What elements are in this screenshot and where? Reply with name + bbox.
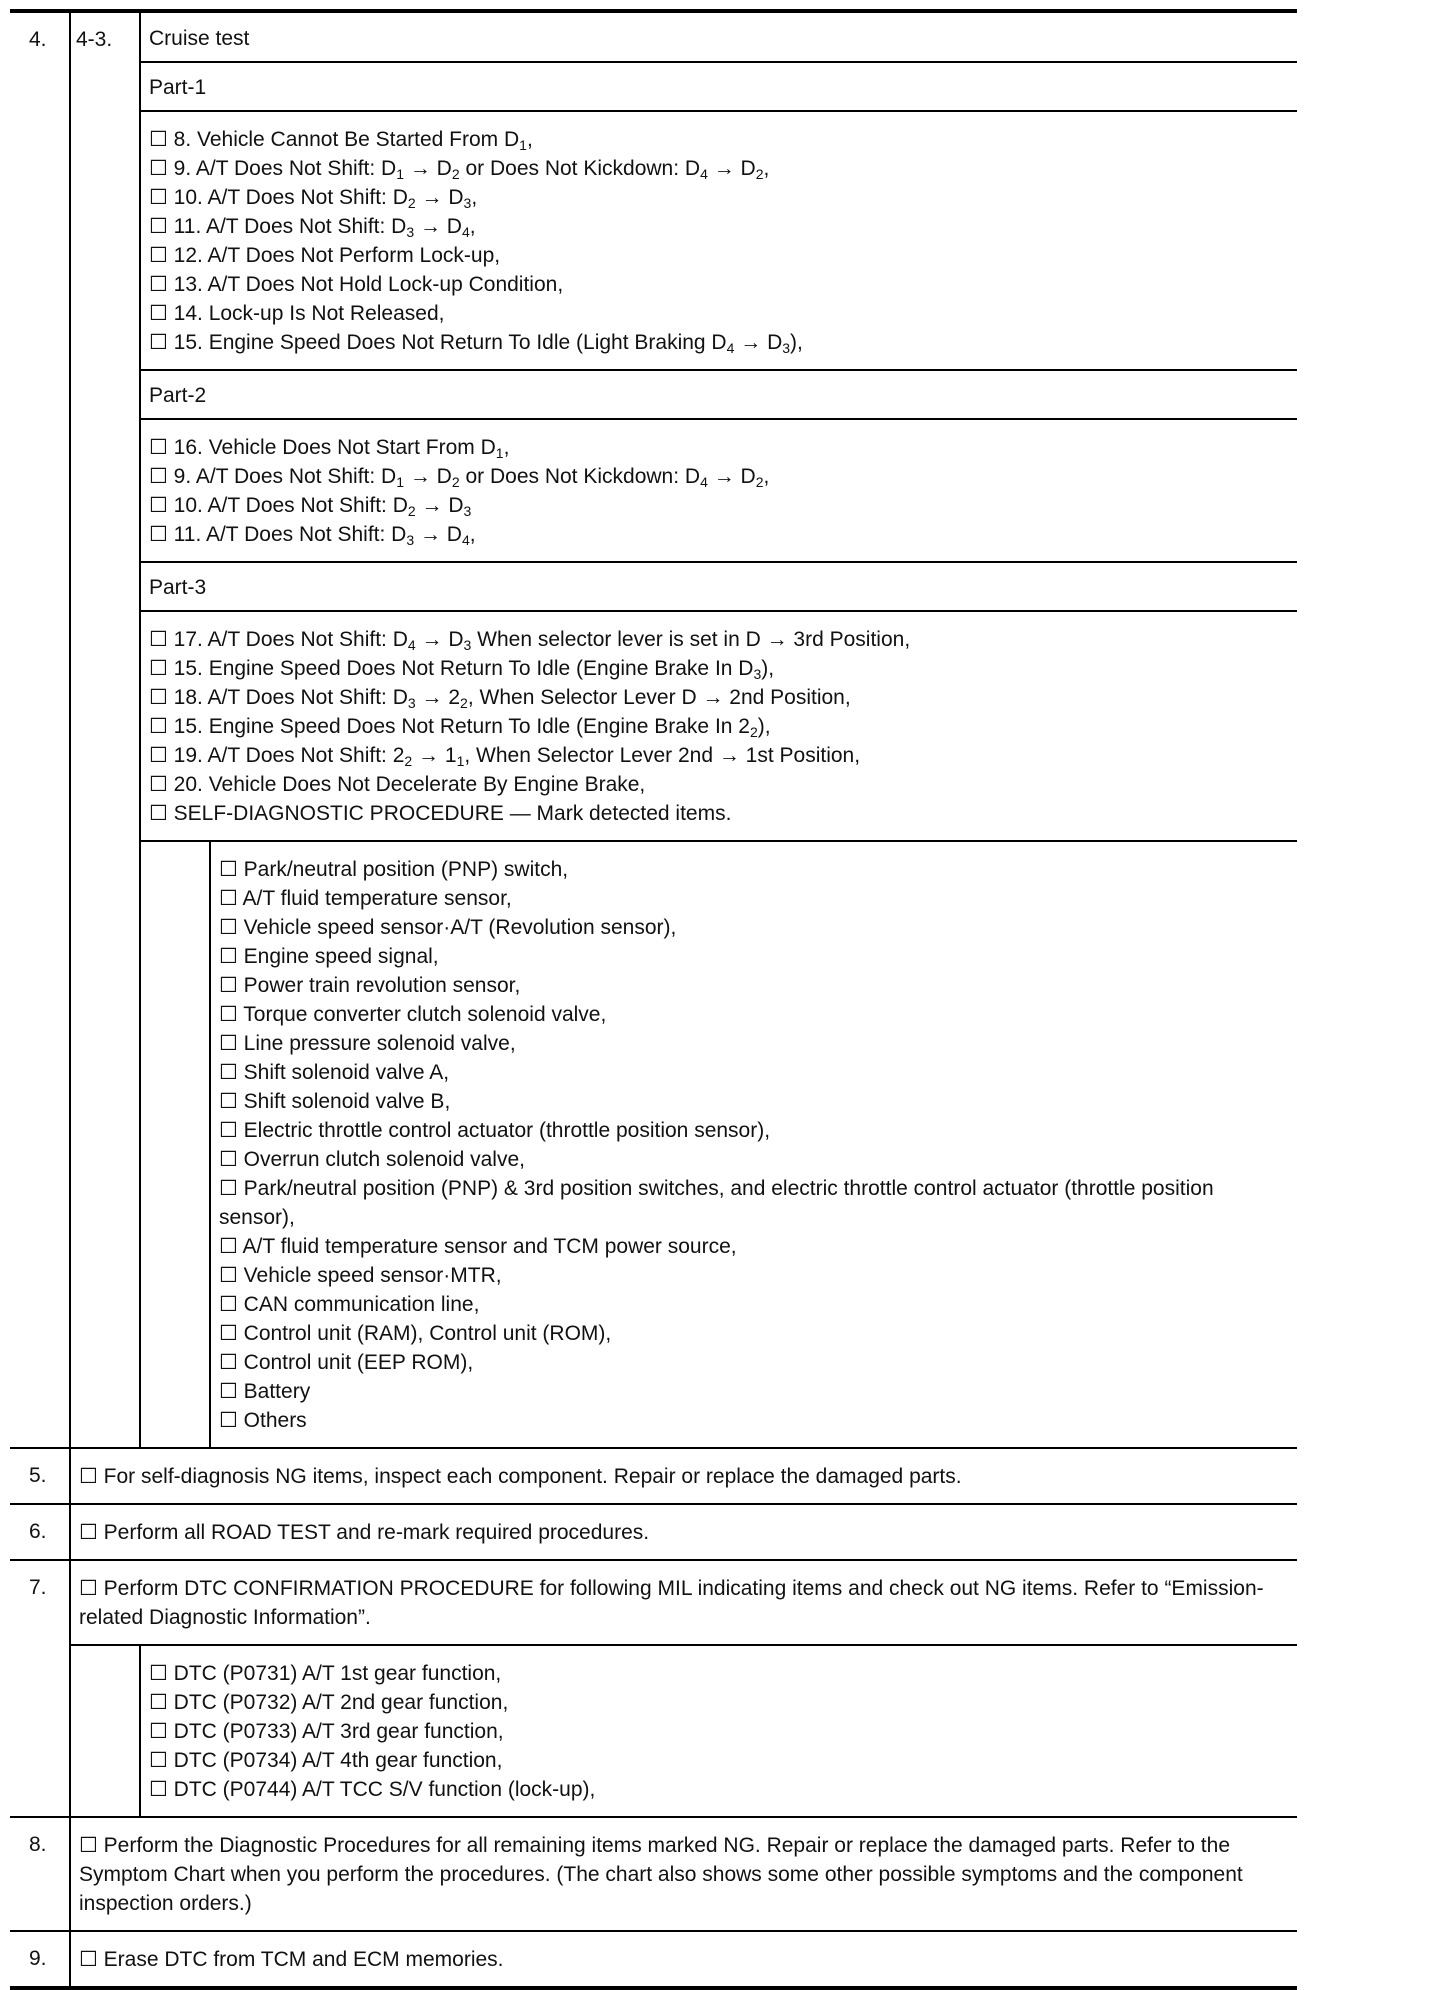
checklist-item: ☐ 15. Engine Speed Does Not Return To Idle (Engine Brake In $2_2$), [149, 715, 771, 740]
step-text: ☐ Perform DTC CONFIRMATION PROCEDURE for following MIL indicating items and check out NG items. Refer to “Emission-related Diagnostic Information”. [79, 1577, 1264, 1629]
part-1-title: Part-1 [149, 76, 207, 99]
checklist-item: ☐ DTC (P0732) A/T 2nd gear function, [149, 1691, 509, 1714]
dtc-list [141, 1646, 1297, 1816]
checklist-item: ☐ Engine speed signal, [219, 945, 439, 968]
checklist-item: ☐ Park/neutral position (PNP) & 3rd position switches, and electric throttle control actuator (throttle position sensor), [219, 1177, 1214, 1229]
checklist-item: ☐ Overrun clutch solenoid valve, [219, 1148, 525, 1171]
checklist-item: ☐ 12. A/T Does Not Perform Lock-up, [149, 244, 501, 267]
checklist-item: ☐ Vehicle speed sensor·MTR, [219, 1264, 502, 1287]
checklist-item: ☐ 20. Vehicle Does Not Decelerate By Engine Brake, [149, 773, 646, 796]
checklist-item: ☐ 14. Lock-up Is Not Released, [149, 302, 445, 325]
checklist-item: ☐ DTC (P0744) A/T TCC S/V function (lock-up), [149, 1778, 596, 1801]
sub-step-number: 4-3. [71, 13, 141, 1447]
step-body [71, 13, 1297, 1447]
checklist-item: ☐ 11. A/T Does Not Shift: $D_3 \to D_4$, [149, 523, 476, 548]
checklist-item: ☐ 11. A/T Does Not Shift: $D_3 \to D_4$, [149, 215, 476, 240]
step-row-7 [10, 1561, 1297, 1816]
part-2-items [141, 420, 1297, 561]
checklist-item: ☐ Others [219, 1409, 307, 1432]
checklist-item: ☐ 17. A/T Does Not Shift: $D_4 \to D_3$ When selector lever is set in D → 3rd Position, [149, 628, 911, 653]
part-3-items [141, 612, 1297, 840]
step-number: 7. [10, 1561, 71, 1816]
checklist-item: ☐ A/T fluid temperature sensor and TCM power source, [219, 1235, 737, 1258]
checklist-item: ☐ 18. A/T Does Not Shift: $D_3 \to 2_2$, When Selector Lever D → 2nd Position, [149, 686, 851, 711]
checklist-item: ☐ Battery [219, 1380, 311, 1403]
indent-column [71, 1646, 141, 1816]
checklist-item: ☐ Electric throttle control actuator (throttle position sensor), [219, 1119, 771, 1142]
step-row-4 [10, 13, 1297, 1447]
checklist-item: ☐ 19. A/T Does Not Shift: $2_2 \to 1_1$, When Selector Lever 2nd → 1st Position, [149, 744, 861, 769]
inspection-checklist-table [10, 9, 1297, 1990]
step-number: 8. [10, 1818, 71, 1930]
step-row-9 [10, 1932, 1297, 1986]
checklist-item: ☐ DTC (P0733) A/T 3rd gear function, [149, 1720, 504, 1743]
step-text: ☐ Perform the Diagnostic Procedures for all remaining items marked NG. Repair or replace the damaged parts. Refer to the Symptom Chart when you perform the procedures. (The chart also shows some other possible symptoms and the component inspection orders.) [79, 1834, 1243, 1915]
step-number: 5. [10, 1449, 71, 1503]
checklist-item: ☐ 10. A/T Does Not Shift: $D_2 \to D_3$ [149, 494, 472, 519]
step-number: 9. [10, 1932, 71, 1986]
checklist-item: ☐ 13. A/T Does Not Hold Lock-up Condition, [149, 273, 564, 296]
checklist-item: ☐ Line pressure solenoid valve, [219, 1032, 516, 1055]
checklist-item: ☐ CAN communication line, [219, 1293, 480, 1316]
checklist-item: ☐ DTC (P0731) A/T 1st gear function, [149, 1662, 502, 1685]
step-text: ☐ For self-diagnosis NG items, inspect each component. Repair or replace the damaged parts. [79, 1465, 962, 1488]
checklist-item: ☐ Park/neutral position (PNP) switch, [219, 858, 569, 881]
step-body [71, 1561, 1297, 1816]
self-diagnostic-list [211, 842, 1297, 1447]
checklist-item: ☐ 15. Engine Speed Does Not Return To Idle (Engine Brake In $D_3$), [149, 657, 775, 682]
checklist-item: ☐ 9. A/T Does Not Shift: $D_1 \to D_2$ or Does Not Kickdown: $D_4 \to D_2$, [149, 157, 770, 182]
checklist-item: ☐ Vehicle speed sensor·A/T (Revolution sensor), [219, 916, 677, 939]
dtc-items [71, 1646, 1297, 1816]
checklist-item: ☐ Control unit (EEP ROM), [219, 1351, 474, 1374]
checklist-item: ☐ Shift solenoid valve A, [219, 1061, 450, 1084]
checklist-item: ☐ 15. Engine Speed Does Not Return To Idle (Light Braking $D_4 \to D_3$), [149, 331, 803, 356]
step-row-5 [10, 1449, 1297, 1503]
step-row-8 [10, 1818, 1297, 1930]
step-row-6 [10, 1505, 1297, 1559]
table-bottom-rule [10, 1986, 1297, 1990]
checklist-item: ☐ 8. Vehicle Cannot Be Started From $D_1$, [149, 128, 533, 153]
self-diagnostic-items [141, 842, 1297, 1447]
step-number: 4. [10, 13, 71, 1447]
checklist-item: ☐ Power train revolution sensor, [219, 974, 521, 997]
part-3-title: Part-3 [149, 576, 207, 599]
checklist-item: ☐ SELF-DIAGNOSTIC PROCEDURE — Mark detected items. [149, 802, 732, 825]
checklist-item: ☐ Torque converter clutch solenoid valve, [219, 1003, 607, 1026]
checklist-item: ☐ Shift solenoid valve B, [219, 1090, 451, 1113]
step-text: ☐ Perform all ROAD TEST and re-mark required procedures. [79, 1521, 650, 1544]
checklist-item: ☐ DTC (P0734) A/T 4th gear function, [149, 1749, 503, 1772]
checklist-item: ☐ A/T fluid temperature sensor, [219, 887, 512, 910]
sub-step-content [141, 13, 1297, 1447]
part-1-items [141, 112, 1297, 369]
checklist-item: ☐ 9. A/T Does Not Shift: $D_1 \to D_2$ or Does Not Kickdown: $D_4 \to D_2$, [149, 465, 770, 490]
checklist-item: ☐ 16. Vehicle Does Not Start From $D_1$, [149, 436, 510, 461]
checklist-item: ☐ Control unit (RAM), Control unit (ROM), [219, 1322, 612, 1345]
step-text: ☐ Erase DTC from TCM and ECM memories. [79, 1948, 504, 1971]
part-2-title: Part-2 [149, 384, 207, 407]
checklist-item: ☐ 10. A/T Does Not Shift: $D_2 \to D_3$, [149, 186, 478, 211]
indent-column [141, 842, 211, 1447]
step-number: 6. [10, 1505, 71, 1559]
sub-step-title: Cruise test [149, 27, 250, 50]
